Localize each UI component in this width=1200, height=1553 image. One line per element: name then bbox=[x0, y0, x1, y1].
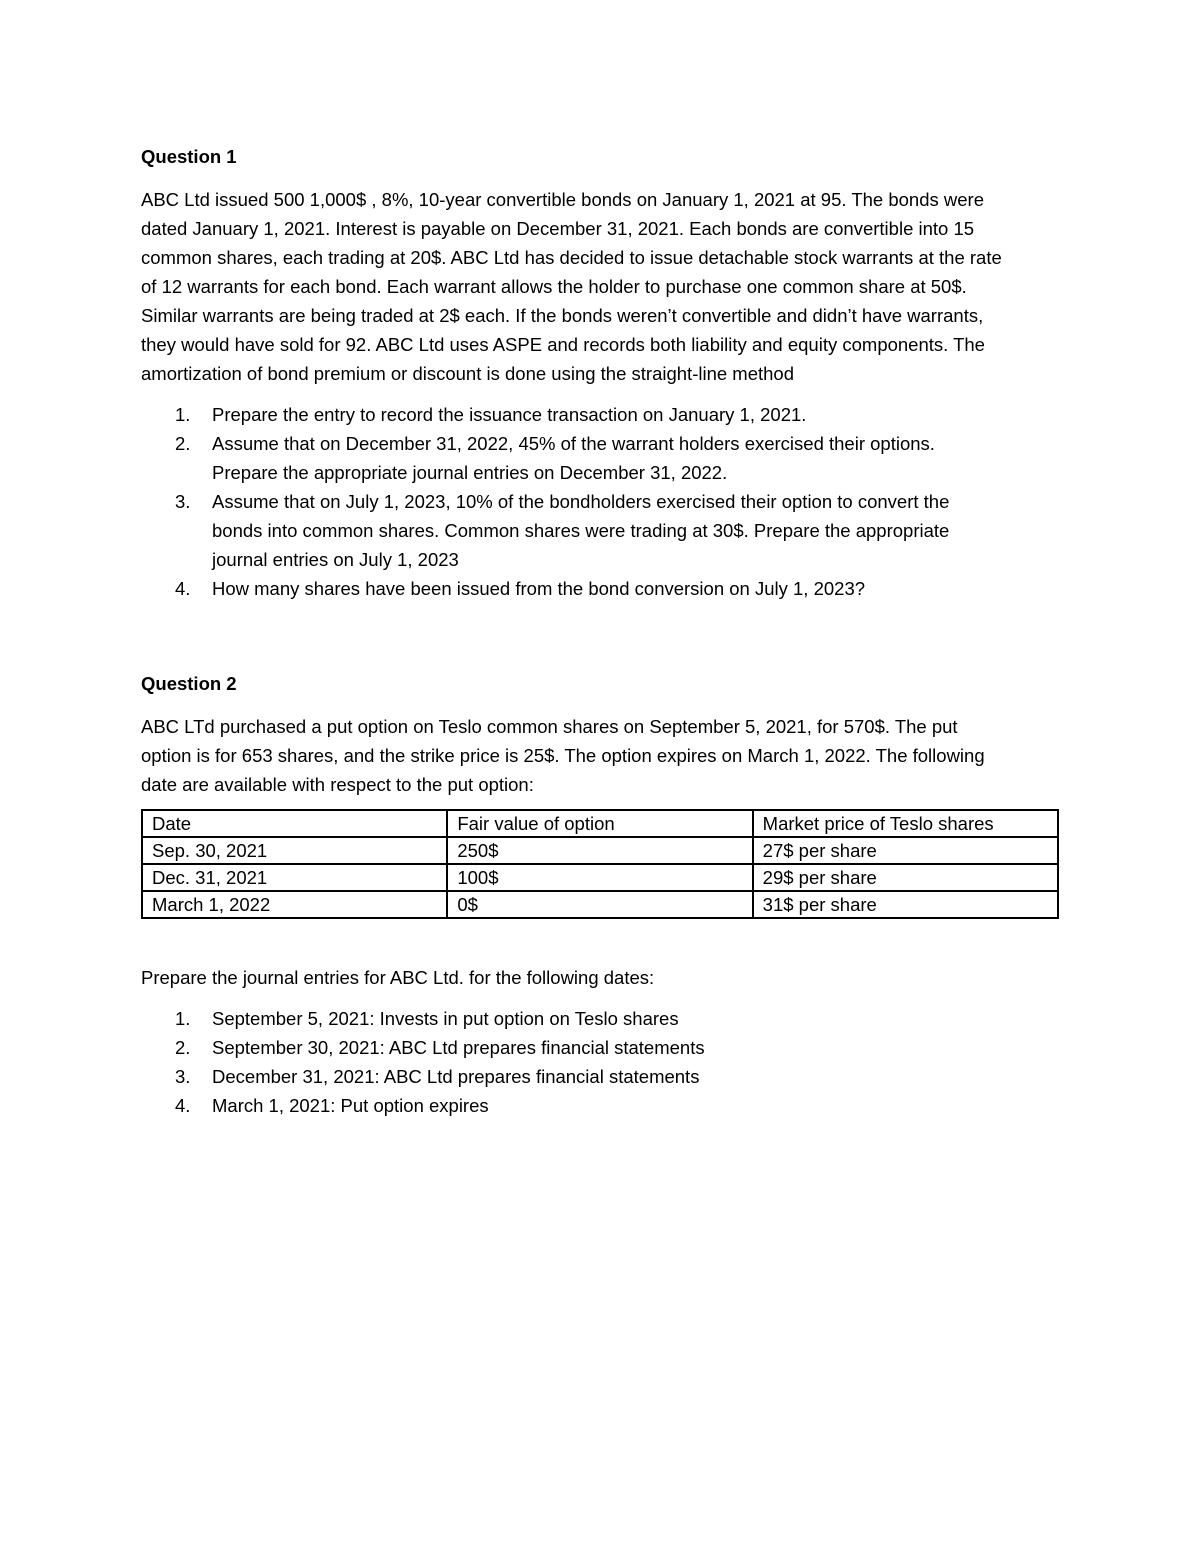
list-item-number: 4. bbox=[175, 578, 191, 599]
table-cell: 0$ bbox=[447, 891, 752, 918]
list-item-line: September 30, 2021: ABC Ltd prepares financial statements bbox=[212, 1037, 705, 1058]
paragraph-line: common shares, each trading at 20$. ABC Ltd has decided to issue detachable stock warrants at the rate bbox=[141, 247, 1002, 268]
document-content bbox=[141, 142, 1061, 1120]
question-2-instruction: Prepare the journal entries for ABC Ltd. for the following dates: bbox=[141, 967, 655, 988]
table-row bbox=[142, 891, 1058, 918]
table-cell: Dec. 31, 2021 bbox=[142, 864, 447, 891]
list-item bbox=[141, 1004, 1061, 1033]
table-row bbox=[142, 864, 1058, 891]
question-1-section bbox=[141, 142, 1061, 603]
question-1-paragraph bbox=[141, 185, 1061, 388]
table-cell: 27$ per share bbox=[753, 837, 1058, 864]
list-item-line: December 31, 2021: ABC Ltd prepares financial statements bbox=[212, 1066, 700, 1087]
list-item-line: Assume that on July 1, 2023, 10% of the bondholders exercised their option to convert the bbox=[212, 491, 950, 512]
list-item bbox=[141, 487, 1061, 574]
list-item bbox=[141, 400, 1061, 429]
list-item-number: 2. bbox=[175, 1037, 191, 1058]
put-option-table bbox=[141, 809, 1059, 919]
list-item-number: 1. bbox=[175, 404, 191, 425]
table-header-cell: Market price of Teslo shares bbox=[753, 810, 1058, 837]
list-item-number: 2. bbox=[175, 433, 191, 454]
question-2-section bbox=[141, 669, 1061, 1120]
table-header-row bbox=[142, 810, 1058, 837]
list-item-line: journal entries on July 1, 2023 bbox=[212, 549, 459, 570]
table-cell: 100$ bbox=[447, 864, 752, 891]
list-item-number: 1. bbox=[175, 1008, 191, 1029]
question-2-list bbox=[141, 1004, 1061, 1120]
list-item-number: 4. bbox=[175, 1095, 191, 1116]
table-cell: Sep. 30, 2021 bbox=[142, 837, 447, 864]
question-2-paragraph bbox=[141, 712, 1061, 799]
list-item-line: How many shares have been issued from the bond conversion on July 1, 2023? bbox=[212, 578, 866, 599]
table-cell: March 1, 2022 bbox=[142, 891, 447, 918]
table-cell: 31$ per share bbox=[753, 891, 1058, 918]
paragraph-line: of 12 warrants for each bond. Each warrant allows the holder to purchase one common share at 50$. bbox=[141, 276, 967, 297]
table-cell: 250$ bbox=[447, 837, 752, 864]
table-header-cell: Fair value of option bbox=[447, 810, 752, 837]
list-item-line: Assume that on December 31, 2022, 45% of the warrant holders exercised their options. bbox=[212, 433, 935, 454]
paragraph-line: amortization of bond premium or discount is done using the straight-line method bbox=[141, 363, 794, 384]
list-item bbox=[141, 429, 1061, 487]
table-row bbox=[142, 837, 1058, 864]
list-item-number: 3. bbox=[175, 1066, 191, 1087]
table-header-cell: Date bbox=[142, 810, 447, 837]
table-cell: 29$ per share bbox=[753, 864, 1058, 891]
list-item-line: September 5, 2021: Invests in put option on Teslo shares bbox=[212, 1008, 679, 1029]
paragraph-line: date are available with respect to the put option: bbox=[141, 774, 534, 795]
paragraph-line: ABC LTd purchased a put option on Teslo common shares on September 5, 2021, for 570$. The put bbox=[141, 716, 958, 737]
list-item bbox=[141, 574, 1061, 603]
list-item-line: March 1, 2021: Put option expires bbox=[212, 1095, 489, 1116]
question-2-heading: Question 2 bbox=[141, 673, 237, 694]
paragraph-line: ABC Ltd issued 500 1,000$ , 8%, 10-year convertible bonds on January 1, 2021 at 95. The bonds were bbox=[141, 189, 984, 210]
paragraph-line: option is for 653 shares, and the strike price is 25$. The option expires on March 1, 2022. The following bbox=[141, 745, 985, 766]
list-item-line: bonds into common shares. Common shares were trading at 30$. Prepare the appropriate bbox=[212, 520, 950, 541]
question-1-heading: Question 1 bbox=[141, 146, 237, 167]
paragraph-line: Similar warrants are being traded at 2$ each. If the bonds weren’t convertible and didn’t have warrants, bbox=[141, 305, 984, 326]
paragraph-line: dated January 1, 2021. Interest is payable on December 31, 2021. Each bonds are convertible into 15 bbox=[141, 218, 975, 239]
list-item-number: 3. bbox=[175, 491, 191, 512]
list-item-line: Prepare the appropriate journal entries on December 31, 2022. bbox=[212, 462, 728, 483]
paragraph-line: they would have sold for 92. ABC Ltd uses ASPE and records both liability and equity components. The bbox=[141, 334, 985, 355]
list-item-line: Prepare the entry to record the issuance transaction on January 1, 2021. bbox=[212, 404, 807, 425]
list-item bbox=[141, 1091, 1061, 1120]
question-1-list bbox=[141, 400, 1061, 603]
list-item bbox=[141, 1062, 1061, 1091]
list-item bbox=[141, 1033, 1061, 1062]
